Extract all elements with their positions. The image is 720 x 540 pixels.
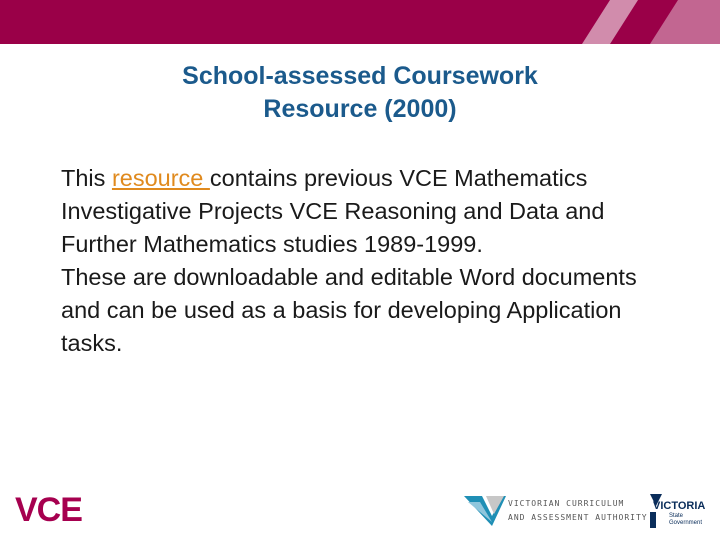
title-line-2: Resource (2000) xyxy=(263,95,457,123)
paragraph-downloads: These are downloadable and editable Word documents and can be used as a basis for developing Application tasks. xyxy=(61,264,637,356)
slide-title xyxy=(80,60,640,126)
paragraph-resource xyxy=(61,162,661,261)
victoria-logo-name: VICTORIA xyxy=(653,500,706,512)
vce-logo: VCE xyxy=(15,491,82,529)
vcaa-line-2: AND ASSESSMENT AUTHORITY xyxy=(508,513,648,522)
resource-link[interactable]: resource xyxy=(111,165,210,191)
header-banner xyxy=(0,0,720,44)
victoria-logo-subtitle: State Government xyxy=(669,513,703,526)
paragraph-text: contains previous VCE Mathematics Investigative Projects VCE Reasoning and Data and Further Mathematics studies 1989-1999. xyxy=(61,165,605,257)
slide-body xyxy=(61,162,661,360)
vcaa-logo-text xyxy=(508,497,648,525)
title-line-1: School-assessed Coursework xyxy=(182,62,538,90)
vcaa-line-1: VICTORIAN CURRICULUM xyxy=(508,499,625,508)
paragraph-lead: This xyxy=(61,165,112,191)
